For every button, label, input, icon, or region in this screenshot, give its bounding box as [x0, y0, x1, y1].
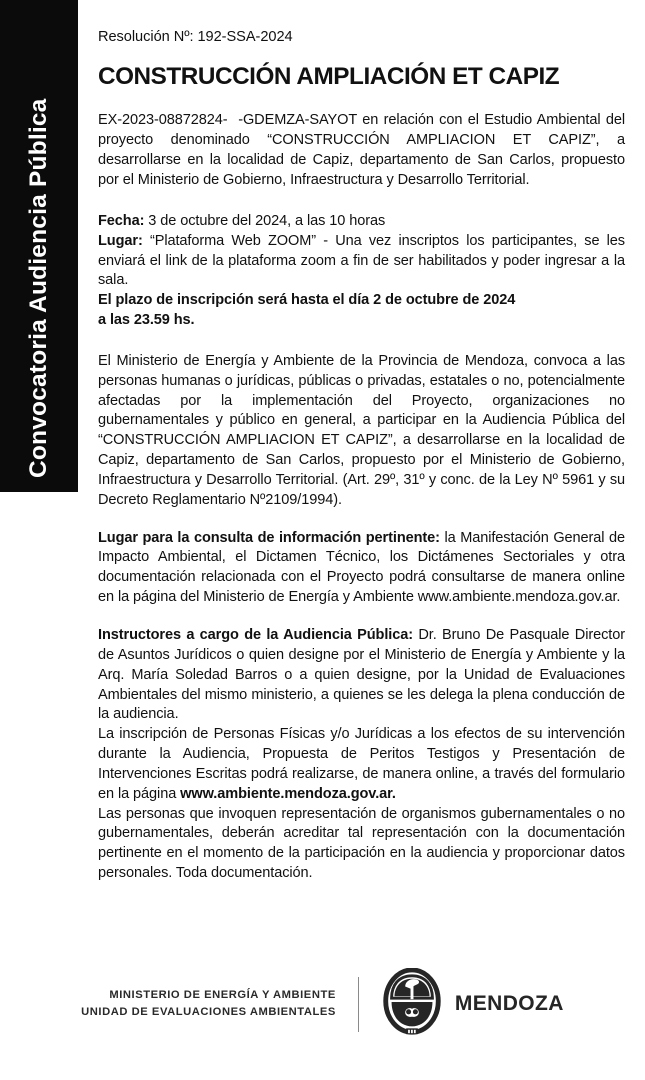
- expediente-suffix: -GDEMZA-SAYOT: [238, 112, 357, 129]
- fecha-label: Fecha:: [98, 212, 145, 229]
- instructores-label: Instructores a cargo de la Audiencia Pública:: [98, 627, 414, 643]
- plazo-line-2: [98, 311, 625, 331]
- expediente-gap: [228, 112, 239, 128]
- representacion-paragraph: Las personas que invoquen representación de organismos gubernamentales o no gubernamentales, deberán acreditar tal representación con la documentación pertinente en el momento de la participación en la audiencia y proporcionar datos personales. Toda documentación.: [98, 805, 625, 882]
- consulta-paragraph: [98, 529, 625, 608]
- inscripcion-url: www.ambiente.mendoza.gov.ar.: [180, 785, 396, 802]
- plazo-text-2: a las 23.59 hs.: [98, 312, 195, 329]
- mendoza-brand: [359, 968, 564, 1040]
- inscripcion-paragraph: [98, 725, 625, 804]
- resolution-number: Resolución Nº: 192-SSA-2024: [98, 29, 293, 45]
- spacer: [98, 331, 625, 352]
- consulta-text: la Manifestación General de Impacto Ambiental, el Dictamen Técnico, los Dictámenes Sectoriales y otra documentación relacionada con el Proyecto podrá consultarse de manera online en la página del Ministerio de Energía y Ambiente www.ambiente.mendoza.gov.ar.: [98, 529, 626, 606]
- page-title: CONSTRUCCIÓN AMPLIACIÓN ET CAPIZ: [98, 63, 560, 91]
- document-content: [98, 0, 625, 884]
- plazo-text-1: El plazo de inscripción será hasta el día 2 de octubre de 2024: [98, 292, 516, 309]
- intro-text: en relación con el Estudio Ambiental del proyecto denominado “CONSTRUCCIÓN AMPLIACION ET CAPIZ”, a desarrollarse en la localidad de Capiz, departamento de San Carlos, propuesto por el Ministerio de Gobierno, Infraestructura y Desarrollo Territorial.: [98, 112, 625, 188]
- convocatoria-paragraph: El Ministerio de Energía y Ambiente de la Provincia de Mendoza, convoca a las personas humanas o jurídicas, públicas o privadas, estatales o no, potencialmente afectadas por la implementación del Proyecto, organizaciones no gubernamentales y público en general, a participar en la Audiencia Pública del “CONSTRUCCIÓN AMPLIACION ET CAPIZ”, a desarrollarse en la localidad de Capiz, departamento de San Carlos, propuesto por el Ministerio de Gobierno, Infraestructura y Desarrollo Territorial. (Art. 29º, 31º y conc. de la Ley Nº 5961 y su Decreto Reglamentario Nº2109/1994).: [98, 352, 625, 508]
- vertical-banner-label: Convocatoria Audiencia Pública: [25, 98, 52, 478]
- expediente-number: EX-2023-08872824-: [98, 112, 228, 129]
- instructores-paragraph: [98, 626, 625, 725]
- ministry-line-2: UNIDAD DE EVALUACIONES AMBIENTALES: [81, 1006, 336, 1018]
- mendoza-coat-of-arms-icon: [381, 968, 443, 1040]
- instructores-text: Dr. Bruno De Pasquale Director de Asuntos Jurídicos o quien designe por el Ministerio de Energía y Ambiente y la Arq. María Soledad Barros o a quien designe, por la Unidad de Evaluaciones Ambientales del mismo ministerio, a quienes se les delega la plena conducción de la audiencia.: [98, 627, 625, 723]
- page-footer: [0, 968, 645, 1040]
- lugar-value: “Plataforma Web ZOOM” - Una vez inscriptos los participantes, se les enviará el link de la plataforma zoom a fin de ser habilitados y poder ingresar a la sala.: [98, 232, 625, 289]
- spacer: [98, 191, 625, 212]
- fecha-value: 3 de octubre del 2024, a las 10 horas: [144, 212, 386, 229]
- lugar-line: [98, 232, 625, 292]
- spacer: [98, 608, 625, 626]
- lugar-label: Lugar:: [98, 232, 143, 249]
- consulta-label: Lugar para la consulta de información pertinente:: [98, 529, 440, 546]
- spacer: [98, 511, 625, 529]
- inscripcion-text: La inscripción de Personas Físicas y/o Jurídicas a los efectos de su intervención durante la Audiencia, Propuesta de Peritos Testigos y Presentación de Intervenciones Escritas podrá realizarse, de manera online, a través del formulario en la página: [98, 726, 625, 802]
- fecha-line: [98, 212, 625, 232]
- plazo-line-1: [98, 291, 625, 311]
- intro-paragraph: [98, 111, 625, 190]
- brand-wordmark: MENDOZA: [454, 992, 564, 1015]
- ministry-block: [81, 987, 358, 1022]
- vertical-banner: [0, 0, 78, 492]
- ministry-line-1: MINISTERIO DE ENERGÍA Y AMBIENTE: [109, 988, 336, 1001]
